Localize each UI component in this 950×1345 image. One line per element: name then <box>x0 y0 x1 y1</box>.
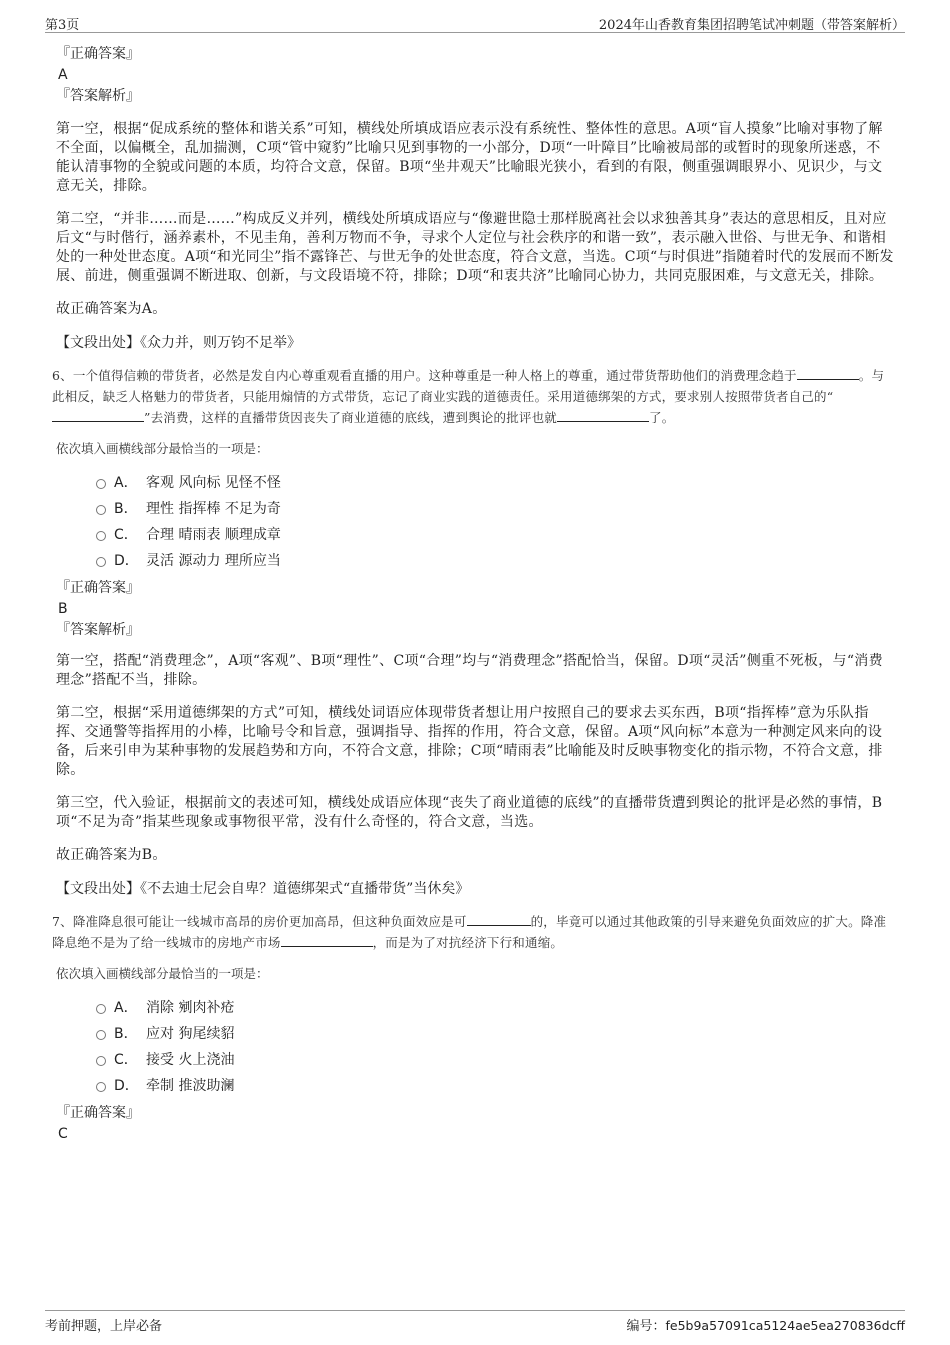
option-d[interactable]: D． 灵活 源动力 理所应当 <box>96 548 894 574</box>
analysis-label: 『答案解析』 <box>56 88 140 104</box>
answer-blank <box>557 409 649 422</box>
question-prompt: 依次填入画横线部分最恰当的一项是： <box>56 441 269 456</box>
page-header <box>45 12 905 33</box>
option-b[interactable]: B． 理性 指挥棒 不足为奇 <box>96 496 894 522</box>
option-a[interactable]: A． 消除 剜肉补疮 <box>96 995 894 1021</box>
analysis-paragraph: 第三空，代入验证，根据前文的表述可知，横线处成语应体现“丧失了商业道德的底线”的直播带货遭到舆论的批评是必然的事情，B项“不足为奇”指某些现象或事物很平常，没有什么奇怪的，符合文意，当选。 <box>56 795 883 830</box>
answer-blank <box>281 934 373 947</box>
answer-blank <box>797 367 859 380</box>
radio-icon[interactable] <box>96 479 106 489</box>
correct-answer-label: 『正确答案』 <box>56 580 140 596</box>
analysis-paragraph: 第一空，搭配“消费理念”，A项“客观”、B项“理性”、C项“合理”均与“消费理念”搭配恰当，保留。D项“灵活”侧重不死板，与“消费理念”搭配不当，排除。 <box>56 653 883 688</box>
option-list <box>96 995 894 1099</box>
analysis-paragraph: 第二空，根据“采用道德绑架的方式”可知，横线处词语应体现带货者想让用户按照自己的要求去买东西，B项“指挥棒”意为乐队指挥、交通警等指挥用的小棒，比喻号令和旨意，强调指导、指挥的作用，符合文意，保留。A项“风向标”本意为一种测定风来向的设备，后来引申为某种事物的发展趋势和方向，不符合文意，排除；C项“晴雨表”比喻能及时反映事物变化的指示物，不符合文意，排除。 <box>56 705 883 778</box>
analysis-conclusion: 故正确答案为B。 <box>56 847 167 863</box>
document-title: 2024年山香教育集团招聘笔试冲刺题（带答案解析） <box>598 18 905 33</box>
option-c[interactable]: C． 合理 晴雨表 顺理成章 <box>96 522 894 548</box>
page-footer <box>45 1310 905 1334</box>
analysis-conclusion: 故正确答案为A。 <box>56 301 167 317</box>
radio-icon[interactable] <box>96 1056 106 1066</box>
analysis-paragraph: 第二空，“并非……而是……”构成反义并列，横线处所填成语应与“像避世隐士那样脱离社会以求独善其身”表达的意思相反，且对应后文“与时偕行，涵养素朴，不见圭角，善利万物而不争，寻求个人定位与社会秩序的和谐一致”，表示融入世俗、与世无争、和谐相处的一种处世态度。A项“和光同尘”指不露锋芒、与世无争的处世态度，符合文意，当选。C项“与时俱进”指随着时代的发展而不断发展、前进，侧重强调不断进取、创新，与文段语境不符，排除；D项“和衷共济”比喻同心协力，共同克服困难，与文意无关，排除。 <box>56 211 894 284</box>
correct-answer-label: 『正确答案』 <box>56 46 140 62</box>
correct-answer: C <box>58 1126 68 1142</box>
page-number: 第3页 <box>45 18 80 33</box>
radio-icon[interactable] <box>96 531 106 541</box>
correct-answer: A <box>58 67 68 83</box>
option-list <box>96 470 894 574</box>
option-c[interactable]: C． 接受 火上浇油 <box>96 1047 894 1073</box>
option-d[interactable]: D． 牵制 推波助澜 <box>96 1073 894 1099</box>
answer-blank <box>467 913 531 926</box>
question-stem: 6、一个值得信赖的带货者，必然是发自内心尊重观看直播的用户。这种尊重是一种人格上的尊重，通过带货帮助他们的消费理念趋于 。与此相反，缺乏人格魅力的带货者，只能用煽情的方式带货，忘记了商业实践的道德责任。采用道德绑架的方式，要求别人按照带货者自己的“”去消费，这样的直播带货因丧失了商业道德的底线，遭到舆论的批评也就 了。 <box>52 368 885 425</box>
radio-icon[interactable] <box>96 1030 106 1040</box>
correct-answer: B <box>58 601 68 617</box>
question-prompt: 依次填入画横线部分最恰当的一项是： <box>56 966 269 981</box>
option-a[interactable]: A． 客观 风向标 见怪不怪 <box>96 470 894 496</box>
document-id: 编号：fe5b9a57091ca5124ae5ea270836dcff <box>626 1318 905 1334</box>
analysis-paragraph: 第一空，根据“促成系统的整体和谐关系”可知，横线处所填成语应表示没有系统性、整体性的意思。A项“盲人摸象”比喻对事物了解不全面，以偏概全，乱加揣测，C项“管中窥豹”比喻只见到事物的一小部分，D项“一叶障目”比喻被局部的或暂时的现象所迷惑，不能认清事物的全貌或问题的本质，均符合文意，保留。B项“坐井观天”比喻眼光狭小，看到的有限，侧重强调眼界小、见识少，与文意无关，排除。 <box>56 121 883 194</box>
page-content <box>52 44 894 1145</box>
option-b[interactable]: B． 应对 狗尾续貂 <box>96 1021 894 1047</box>
source-citation: 【文段出处】《不去迪士尼会自卑？道德绑架式“直播带货”当休矣》 <box>56 881 470 897</box>
radio-icon[interactable] <box>96 1004 106 1014</box>
source-citation: 【文段出处】《众力并，则万钧不足举》 <box>56 335 301 351</box>
radio-icon[interactable] <box>96 1082 106 1092</box>
answer-blank <box>52 409 144 422</box>
radio-icon[interactable] <box>96 557 106 567</box>
question-stem: 7、降准降息很可能让一线城市高昂的房价更加高昂，但这种负面效应是可 的，毕竟可以通过其他政策的引导来避免负面效应的扩大。降准降息绝不是为了给一线城市的房地产市场 ，而是为了对抗经济下行和通缩。 <box>52 914 887 950</box>
analysis-label: 『答案解析』 <box>56 622 140 638</box>
correct-answer-label: 『正确答案』 <box>56 1105 140 1121</box>
footer-slogan: 考前押题，上岸必备 <box>45 1319 163 1334</box>
radio-icon[interactable] <box>96 505 106 515</box>
